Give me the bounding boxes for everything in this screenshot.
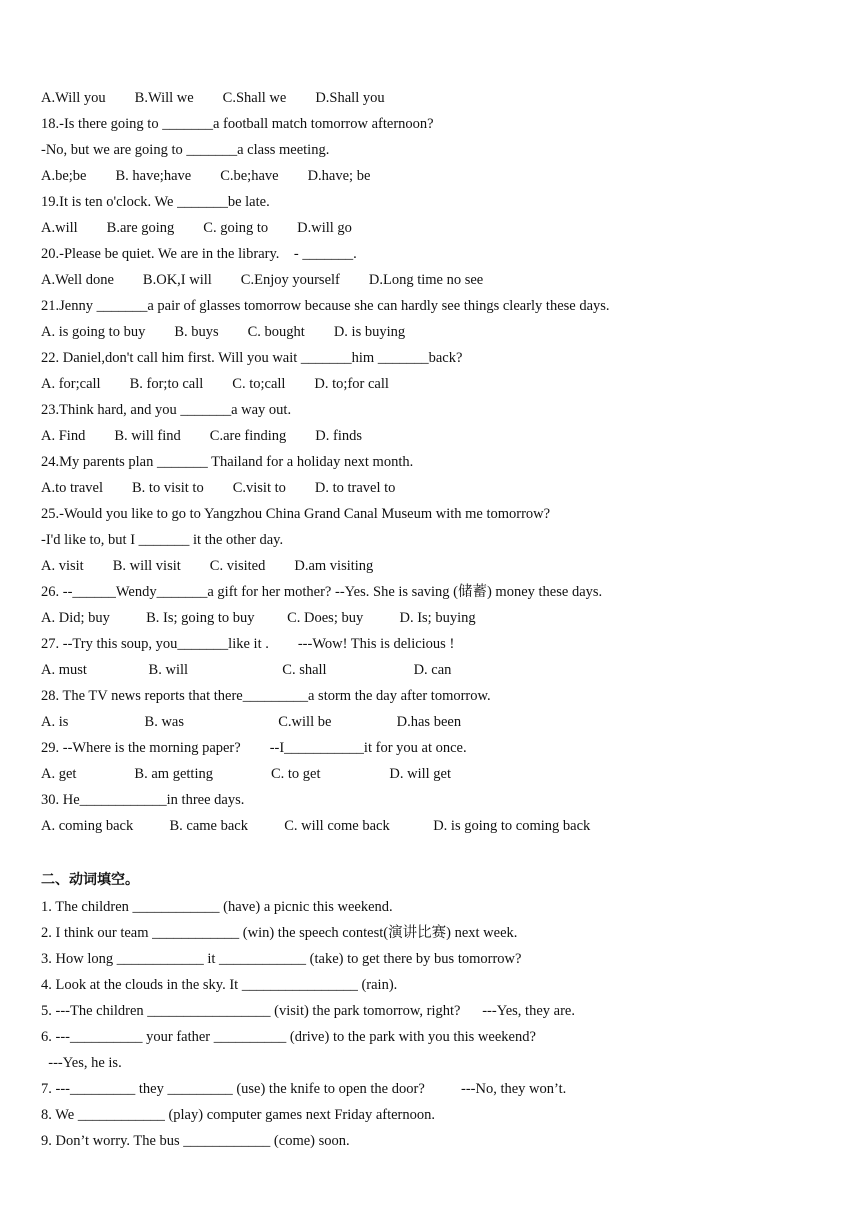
text-line: 5. ---The children _________________ (visit) the park tomorrow, right? ---Yes, they are. (41, 1003, 575, 1019)
text-line: -I'd like to, but I _______ it the other day. (41, 532, 284, 548)
text-line: A.Will you B.Will we C.Shall we D.Shall you (41, 90, 385, 106)
text-line: A.Well done B.OK,I will C.Enjoy yourself D.Long time no see (41, 272, 484, 288)
text-line: A. coming back B. came back C. will come back D. is going to coming back (41, 818, 591, 834)
text-line: 19.It is ten o'clock. We _______be late. (41, 194, 270, 210)
text-line: A.be;be B. have;have C.be;have D.have; be (41, 168, 371, 184)
text-line: A.will B.are going C. going to D.will go (41, 220, 352, 236)
text-line: 3. How long ____________ it ____________ (take) to get there by bus tomorrow? (41, 951, 522, 967)
text-line: 6. ---__________ your father __________ (drive) to the park with you this weekend? (41, 1029, 536, 1045)
text-line: 29. --Where is the morning paper? --I___________it for you at once. (41, 740, 467, 756)
text-line: A. is B. was C.will be D.has been (41, 714, 462, 730)
text-line: 25.-Would you like to go to Yangzhou China Grand Canal Museum with me tomorrow? (41, 506, 551, 522)
text-line: -No, but we are going to _______a class meeting. (41, 142, 330, 158)
text-line: 28. The TV news reports that there_________a storm the day after tomorrow. (41, 688, 491, 704)
text-line: 24.My parents plan _______ Thailand for a holiday next month. (41, 454, 414, 470)
section-heading: 二、动词填空。 (41, 872, 139, 888)
text-line: 1. The children ____________ (have) a picnic this weekend. (41, 899, 393, 915)
text-line: ---Yes, he is. (41, 1055, 122, 1071)
text-line: 30. He____________in three days. (41, 792, 245, 808)
text-line: 21.Jenny _______a pair of glasses tomorrow because she can hardly see things clearly these days. (41, 298, 610, 314)
text-line: A.to travel B. to visit to C.visit to D. to travel to (41, 480, 396, 496)
text-line: A. Find B. will find C.are finding D. finds (41, 428, 363, 444)
text-line: 27. --Try this soup, you_______like it . ---Wow! This is delicious ! (41, 636, 455, 652)
text-line: 7. ---_________ they _________ (use) the knife to open the door? ---No, they won’t. (41, 1081, 567, 1097)
text-line: 8. We ____________ (play) computer games next Friday afternoon. (41, 1107, 435, 1123)
text-line: 4. Look at the clouds in the sky. It ________________ (rain). (41, 977, 398, 993)
text-line: A. get B. am getting C. to get D. will get (41, 766, 452, 782)
text-line: 20.-Please be quiet. We are in the library. - _______. (41, 246, 357, 262)
text-line: A. for;call B. for;to call C. to;call D. to;for call (41, 376, 389, 392)
text-line: 2. I think our team ____________ (win) the speech contest(演讲比赛) next week. (41, 925, 518, 941)
text-line: 26. --______Wendy_______a gift for her mother? --Yes. She is saving (储蓄) money these days. (41, 584, 603, 600)
text-line: 22. Daniel,don't call him first. Will you wait _______him _______back? (41, 350, 463, 366)
text-line: A. Did; buy B. Is; going to buy C. Does; buy D. Is; buying (41, 610, 476, 626)
text-line: 23.Think hard, and you _______a way out. (41, 402, 292, 418)
text-line: A. is going to buy B. buys C. bought D. is buying (41, 324, 406, 340)
text-line: A. visit B. will visit C. visited D.am visiting (41, 558, 374, 574)
text-line: 18.-Is there going to _______a football match tomorrow afternoon? (41, 116, 434, 132)
text-line: 9. Don’t worry. The bus ____________ (come) soon. (41, 1133, 350, 1149)
text-line: A. must B. will C. shall D. can (41, 662, 452, 678)
